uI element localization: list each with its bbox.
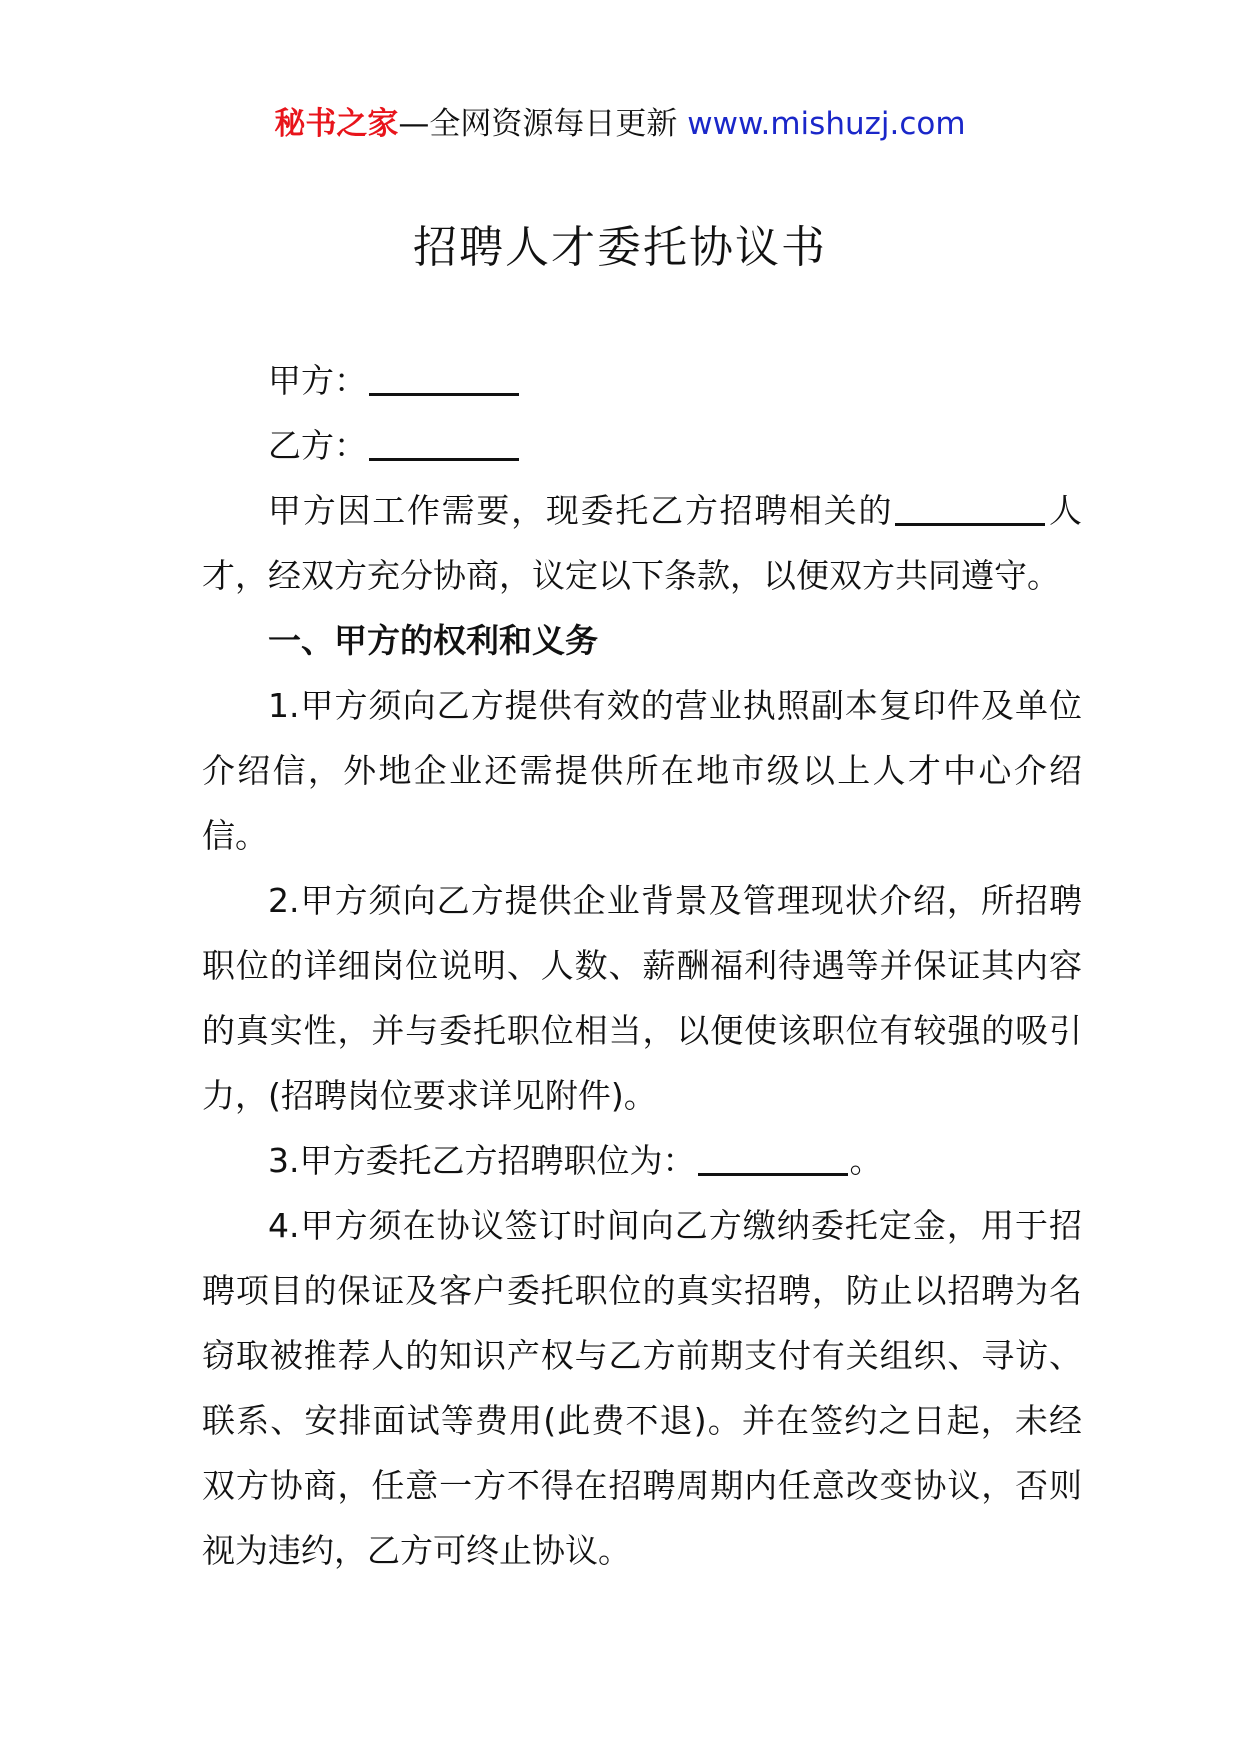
- position-blank: [698, 1140, 848, 1176]
- party-a-blank: [369, 360, 519, 396]
- party-b-label: 乙方：: [268, 426, 367, 465]
- intro-text-before: 甲方因工作需要，现委托乙方招聘相关的: [268, 491, 894, 530]
- party-a-label: 甲方：: [268, 361, 367, 400]
- brand-name: 秘书之家: [274, 106, 399, 142]
- intro-text-after: 人才，经双方充分协商，议定以下条款，以便双方共同遵守。: [202, 491, 1083, 595]
- section-heading: 一、甲方的权利和义务: [268, 621, 598, 660]
- talent-type-blank: [895, 490, 1045, 526]
- site-url-link[interactable]: www.mishuzj.com: [687, 106, 966, 142]
- party-b-line: [202, 413, 1082, 478]
- clause-3: [202, 1128, 1082, 1193]
- site-header: [0, 100, 1240, 148]
- party-b-blank: [369, 425, 519, 461]
- intro-paragraph: [202, 478, 1082, 608]
- clause-3-end: 。: [849, 1141, 883, 1180]
- party-a-line: [202, 348, 1082, 413]
- clause-4: 4.甲方须在协议签订时间向乙方缴纳委托定金，用于招聘项目的保证及客户委托职位的真实招聘，防止以招聘为名窃取被推荐人的知识产权与乙方前期支付有关组织、寻访、联系、安排面试等费用(此费不退)。并在签约之日起，未经双方协商，任意一方不得在招聘周期内任意改变协议，否则视为违约，乙方可终止协议。: [202, 1206, 1082, 1570]
- clause-1: 1.甲方须向乙方提供有效的营业执照副本复印件及单位介绍信，外地企业还需提供所在地市级以上人才中心介绍信。: [202, 686, 1082, 855]
- document-body: [202, 348, 1082, 1583]
- document-title: 招聘人才委托协议书: [413, 222, 827, 273]
- header-tagline: —全网资源每日更新: [398, 106, 688, 142]
- clause-3-text: 3.甲方委托乙方招聘职位为：: [268, 1141, 696, 1180]
- clause-2: 2.甲方须向乙方提供企业背景及管理现状介绍，所招聘职位的详细岗位说明、人数、薪酬福利待遇等并保证其内容的真实性，并与委托职位相当，以便使该职位有较强的吸引力，(招聘岗位要求详见附件)。: [202, 881, 1082, 1115]
